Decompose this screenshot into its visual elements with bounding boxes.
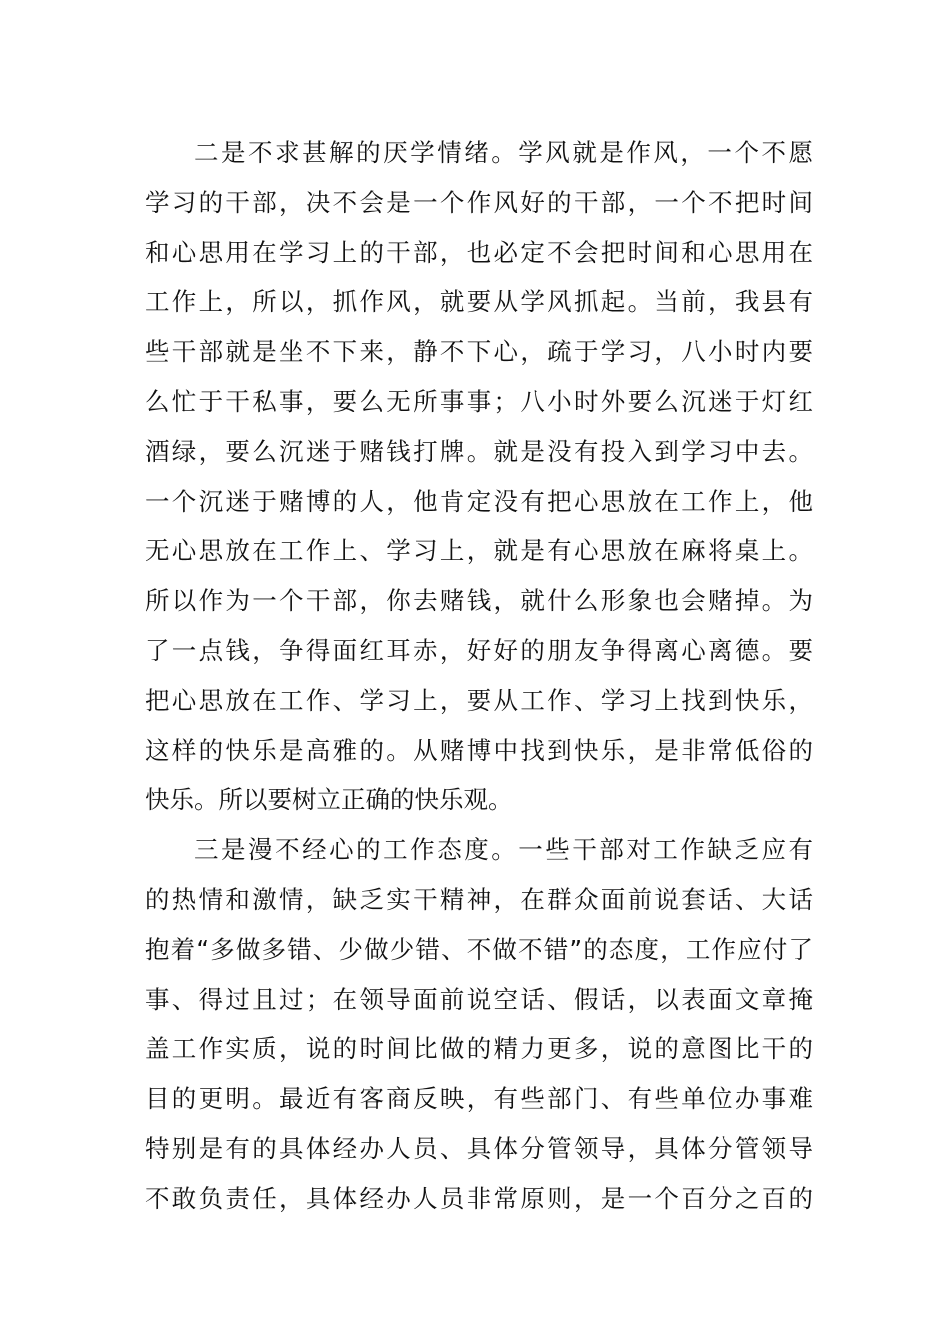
text-line: 些干部就是坐不下来，静不下心，疏于学习，八小时内要: [145, 337, 813, 367]
text-line: 一个沉迷于赌博的人，他肯定没有把心思放在工作上，他: [145, 486, 813, 516]
text-line: 不敢负责任，具体经办人员非常原则，是一个百分之百的: [145, 1183, 813, 1213]
paragraph-first-line: 三是漫不经心的工作态度。一些干部对工作缺乏应有: [194, 835, 813, 865]
paragraph-first-line: 二是不求甚解的厌学情绪。学风就是作风，一个不愿: [194, 138, 813, 167]
text-line: 和心思用在学习上的干部，也必定不会把时间和心思用在: [145, 237, 813, 267]
text-line: 这样的快乐是高雅的。从赌博中找到快乐，是非常低俗的: [145, 735, 813, 765]
text-line: 了一点钱，争得面红耳赤，好好的朋友争得离心离德。要: [145, 635, 813, 665]
text-line: 所以作为一个干部，你去赌钱，就什么形象也会赌掉。为: [145, 586, 813, 616]
text-line: 目的更明。最近有客商反映，有些部门、有些单位办事难: [145, 1084, 813, 1114]
text-line: 的热情和激情，缺乏实干精神，在群众面前说套话、大话: [145, 884, 813, 914]
text-line: 酒绿，要么沉迷于赌钱打牌。就是没有投入到学习中去。: [145, 436, 813, 466]
text-line: 学习的干部，决不会是一个作风好的干部，一个不把时间: [145, 187, 813, 217]
text-line: 盖工作实质，说的时间比做的精力更多，说的意图比干的: [145, 1034, 813, 1064]
text-line: 抱着“多做多错、少做少错、不做不错”的态度，工作应付了: [145, 934, 813, 964]
text-line: 工作上，所以，抓作风，就要从学风抓起。当前，我县有: [145, 287, 813, 317]
body-text: [145, 128, 813, 1224]
text-line: 事、得过且过；在领导面前说空话、假话，以表面文章掩: [145, 984, 813, 1014]
text-line: 把心思放在工作、学习上，要从工作、学习上找到快乐，: [145, 685, 813, 715]
text-line: 么忙于干私事，要么无所事事；八小时外要么沉迷于灯红: [145, 386, 813, 416]
text-line: 特别是有的具体经办人员、具体分管领导，具体分管领导: [145, 1133, 813, 1163]
paragraph-last-line: 快乐。所以要树立正确的快乐观。: [145, 785, 513, 815]
text-line: 无心思放在工作上、学习上，就是有心思放在麻将桌上。: [145, 536, 813, 566]
